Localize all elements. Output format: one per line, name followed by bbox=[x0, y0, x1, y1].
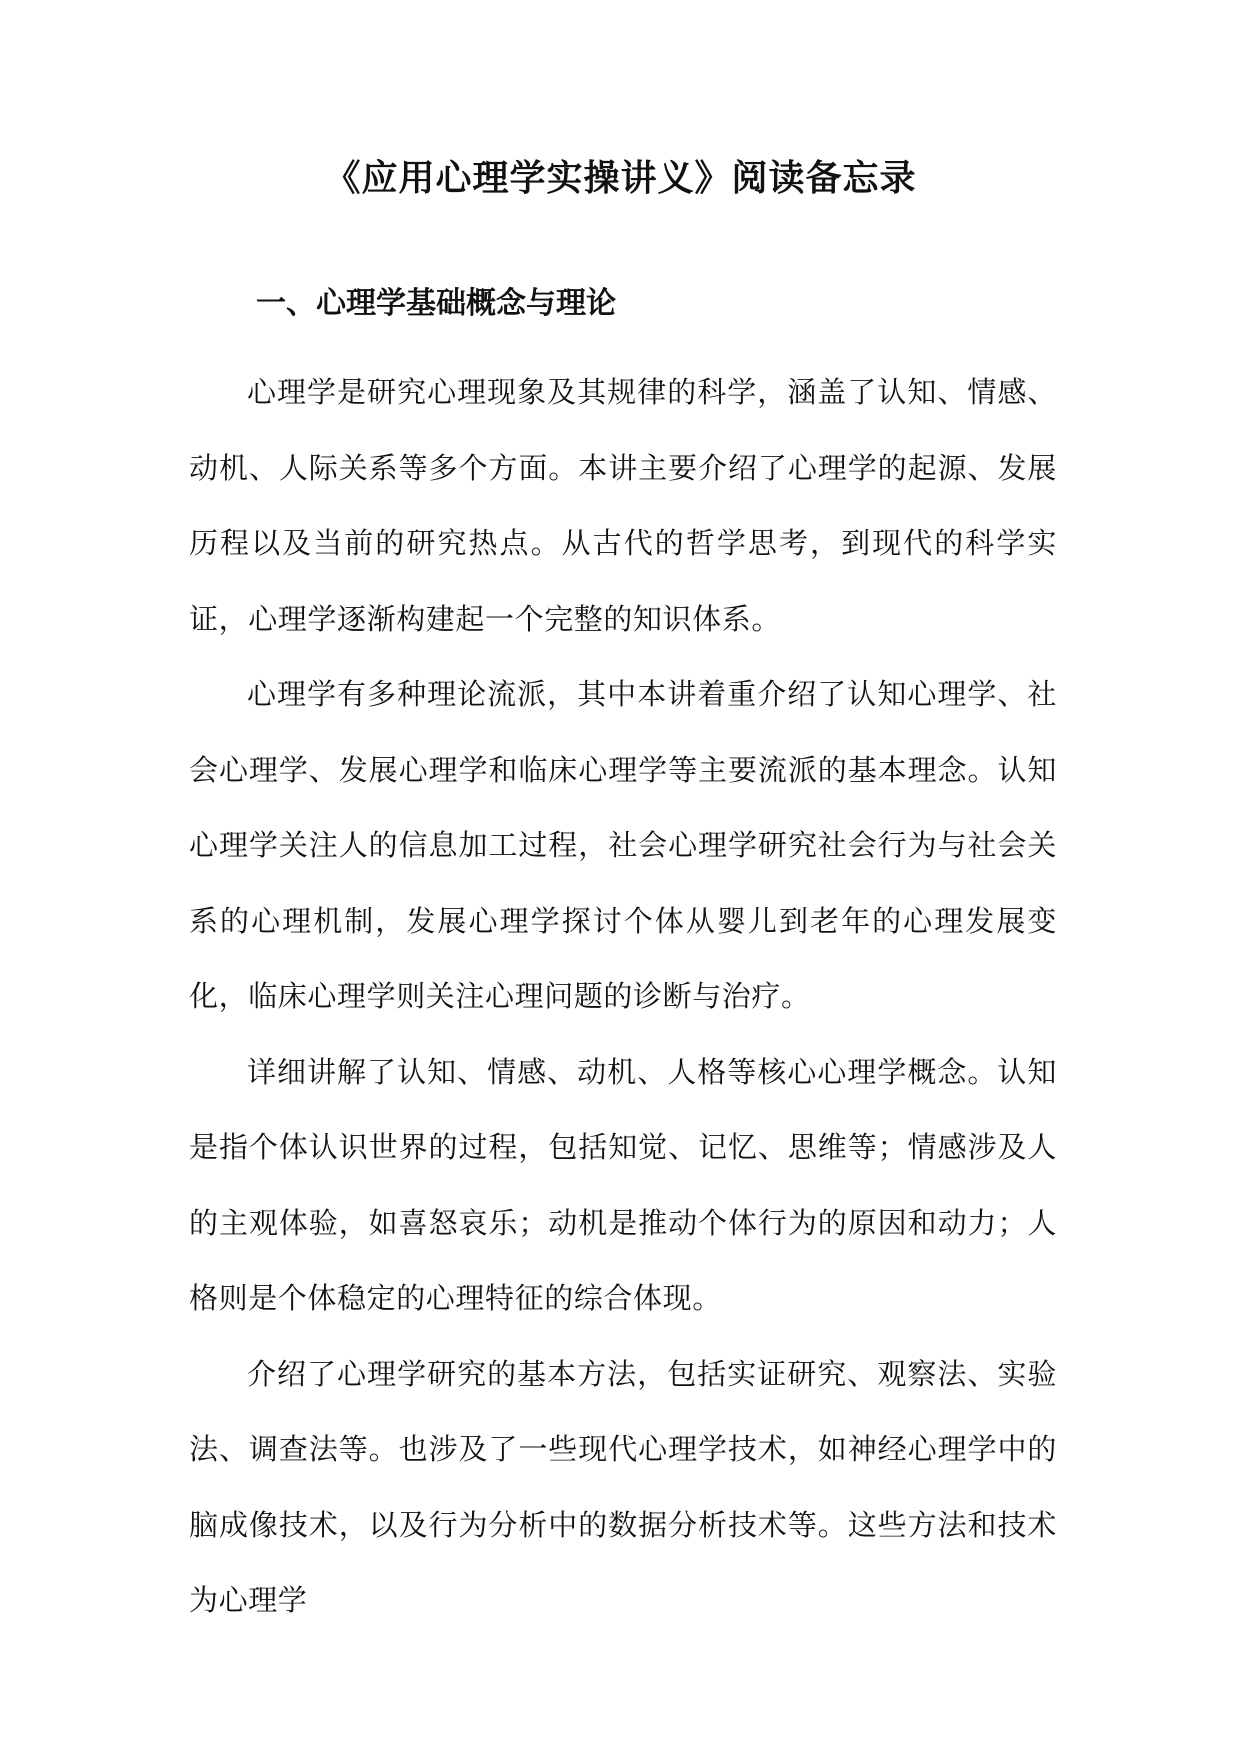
document-title: 《应用心理学实操讲义》阅读备忘录 bbox=[324, 157, 917, 199]
paragraph: 心理学是研究心理现象及其规律的科学，涵盖了认知、情感、动机、人际关系等多个方面。本讲主要介绍了心理学的起源、发展历程以及当前的研究热点。从古代的哲学思考，到现代的科学实证，心理学逐渐构建起一个完整的知识体系。 bbox=[189, 375, 1057, 636]
section-heading: 一、心理学基础概念与理论 bbox=[256, 286, 616, 321]
paragraph: 详细讲解了认知、情感、动机、人格等核心心理学概念。认知是指个体认识世界的过程，包括知觉、记忆、思维等；情感涉及人的主观体验，如喜怒哀乐；动机是推动个体行为的原因和动力；人格则是个体稳定的心理特征的综合体现。 bbox=[189, 1054, 1057, 1315]
paragraph: 介绍了心理学研究的基本方法，包括实证研究、观察法、实验法、调查法等。也涉及了一些现代心理学技术，如神经心理学中的脑成像技术，以及行为分析中的数据分析技术等。这些方法和技术为心理学 bbox=[189, 1356, 1057, 1617]
paragraph: 心理学有多种理论流派，其中本讲着重介绍了认知心理学、社会心理学、发展心理学和临床心理学等主要流派的基本理念。认知心理学关注人的信息加工过程，社会心理学研究社会行为与社会关系的心理机制，发展心理学探讨个体从婴儿到老年的心理发展变化，临床心理学则关注心理问题的诊断与治疗。 bbox=[189, 677, 1057, 1013]
section-body bbox=[189, 355, 1057, 1639]
